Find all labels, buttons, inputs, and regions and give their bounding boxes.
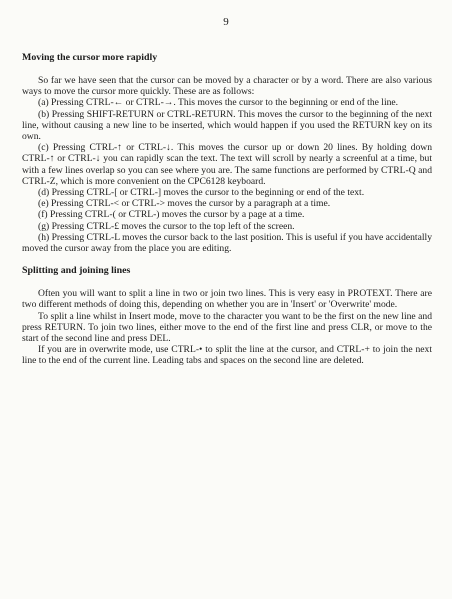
section-heading-splitting-joining: Splitting and joining lines <box>22 265 131 277</box>
list-item-a: (a) Pressing CTRL-← or CTRL-→. This moves the cursor to the beginning or end of the line. <box>38 97 399 109</box>
section-spacer <box>22 254 432 265</box>
list-item-d: (d) Pressing CTRL-[ or CTRL-] moves the cursor to the beginning or end of the text. <box>38 187 365 199</box>
list-item-g: (g) Pressing CTRL-£ moves the cursor to the top left of the screen. <box>38 220 295 232</box>
page-content <box>22 52 432 367</box>
list-item-h: (h) Pressing CTRL-L moves the cursor back to the last position. This is useful if you have accidentally moved the cursor away from the place you are editing. <box>22 231 432 255</box>
list-item-f: (f) Pressing CTRL-( or CTRL-) moves the cursor by a page at a time. <box>38 209 305 221</box>
paragraph-overwrite-mode: If you are in overwrite mode, use CTRL-• to split the line at the cursor, and CTRL-+ to join the next line to the end of the current line. Leading tabs and spaces on the second line are deleted. <box>22 344 432 367</box>
list-item-e: (e) Pressing CTRL-< or CTRL-> moves the cursor by a paragraph at a time. <box>38 198 331 210</box>
section-heading-moving-cursor: Moving the cursor more rapidly <box>22 52 158 63</box>
list-item-b: (b) Pressing SHIFT-RETURN or CTRL-RETURN. This moves the cursor to the beginning of the next line, without causing a new line to be inserted, which would happen if you used the RETURN key on its own. <box>22 108 432 143</box>
page-number: 9 <box>223 16 229 28</box>
paragraph-intro: So far we have seen that the cursor can be moved by a character or by a word. There are also various ways to move the cursor more quickly. These are as follows: <box>22 75 432 98</box>
paragraph-split-intro: Often you will want to split a line in two or join two lines. This is very easy in PROTEXT. There are two different methods of doing this, depending on whether you are in 'Insert' or 'Overwrite' mode. <box>22 288 432 311</box>
list-item-c: (c) Pressing CTRL-↑ or CTRL-↓. This moves the cursor up or down 20 lines. By holding down CTRL-↑ or CTRL-↓ you can rapidly scan the text. The text will scroll by nearly a screenful at a time, but with a few lines overlap so you can see where you are. The same functions are performed by CTRL-Q and CTRL-Z, which is more convenient on the CPC6128 keyboard. <box>22 142 432 187</box>
paragraph-insert-mode: To split a line whilst in Insert mode, move to the character you want to be the first on the new line and press RETURN. To join two lines, either move to the end of the first line and press CLR, or move to the start of the second line and press DEL. <box>22 310 432 345</box>
